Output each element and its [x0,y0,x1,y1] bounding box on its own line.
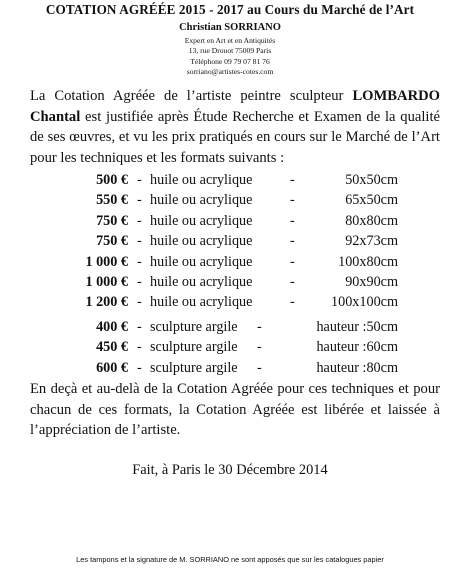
dash-separator: - [257,359,262,376]
dash-separator: - [137,212,142,229]
artist-name: LOMBARDO Chantal [30,88,440,125]
price-value: 400 € [96,319,128,335]
dash-separator: - [137,253,142,270]
expert-qualification: Expert en Art et en Antiquités [184,36,276,45]
dash-separator: - [257,339,262,356]
technique-label: huile ou acrylique [150,192,253,209]
signature-line: Fait, à Paris le 30 Décembre 2014 [132,462,328,478]
price-value: 750 € [96,212,128,229]
technique-label: sculpture argile [150,319,238,335]
dash-separator: - [290,192,295,209]
intro-text-start: La Cotation Agréée de l’artiste peintre sculpteur [30,88,353,104]
format-label: 92x73cm [345,233,398,250]
format-label: 65x50cm [345,192,398,209]
format-label: 100x80cm [338,253,398,270]
dash-separator: - [290,294,295,311]
expert-phone: Téléphone 09 79 07 81 76 [190,56,270,66]
dash-separator: - [290,274,295,290]
expert-email: sorriano@artistes-cotes.com [186,67,274,77]
price-value: 1 000 € [85,274,128,290]
footer-note: Les tampons et la signature de M. SORRIANO ne sont apposés que sur les catalogues papier [76,555,384,564]
format-label: hauteur :50cm [316,319,398,335]
dash-separator: - [137,233,142,250]
technique-label: sculpture argile [150,339,238,356]
technique-label: huile ou acrylique [150,253,253,270]
dash-separator: - [290,212,295,229]
format-label: 80x80cm [345,212,398,229]
expert-contact-block [0,36,460,78]
format-label: 100x100cm [331,294,398,311]
technique-label: huile ou acrylique [150,274,253,290]
outro-paragraph: En deçà et au-delà de la Cotation Agréée pour ces techniques et pour chacun de ces formats, la Cotation Agréée est libérée et laissée à l’appréciation de l’artiste. [30,381,440,439]
technique-label: sculpture argile [150,359,238,376]
expert-address: 13, rue Drouot 75009 Paris [188,46,272,56]
price-value: 450 € [96,339,128,356]
price-value: 1 200 € [85,294,128,311]
intro-text-end: est justifiée après Étude Recherche et Examen de la qualité de ses œuvres, et vu les prix pratiqués en cours sur le Marché de l’Art pour les techniques et les formats suivants : [30,108,440,166]
dash-separator: - [290,172,295,188]
technique-label: huile ou acrylique [150,233,253,250]
format-label: hauteur :60cm [316,339,398,356]
dash-separator: - [137,359,142,376]
dash-separator: - [290,253,295,270]
price-value: 600 € [96,359,128,376]
dash-separator: - [257,319,262,335]
dash-separator: - [137,274,142,290]
format-label: hauteur :80cm [316,359,398,376]
dash-separator: - [137,339,142,356]
dash-separator: - [290,233,295,250]
price-value: 500 € [96,172,128,188]
dash-separator: - [137,294,142,311]
document-title: COTATION AGRÉÉE 2015 - 2017 au Cours du Marché de l’Art [45,2,415,17]
price-value: 750 € [96,233,128,250]
technique-label: huile ou acrylique [150,172,253,188]
price-value: 550 € [96,192,128,209]
technique-label: huile ou acrylique [150,294,253,311]
dash-separator: - [137,319,142,335]
format-label: 50x50cm [345,172,398,188]
technique-label: huile ou acrylique [150,212,253,229]
price-value: 1 000 € [85,253,128,270]
dash-separator: - [137,172,142,188]
format-label: 90x90cm [345,274,398,290]
intro-paragraph [30,86,440,168]
dash-separator: - [137,192,142,209]
expert-name: Christian SORRIANO [179,22,281,33]
